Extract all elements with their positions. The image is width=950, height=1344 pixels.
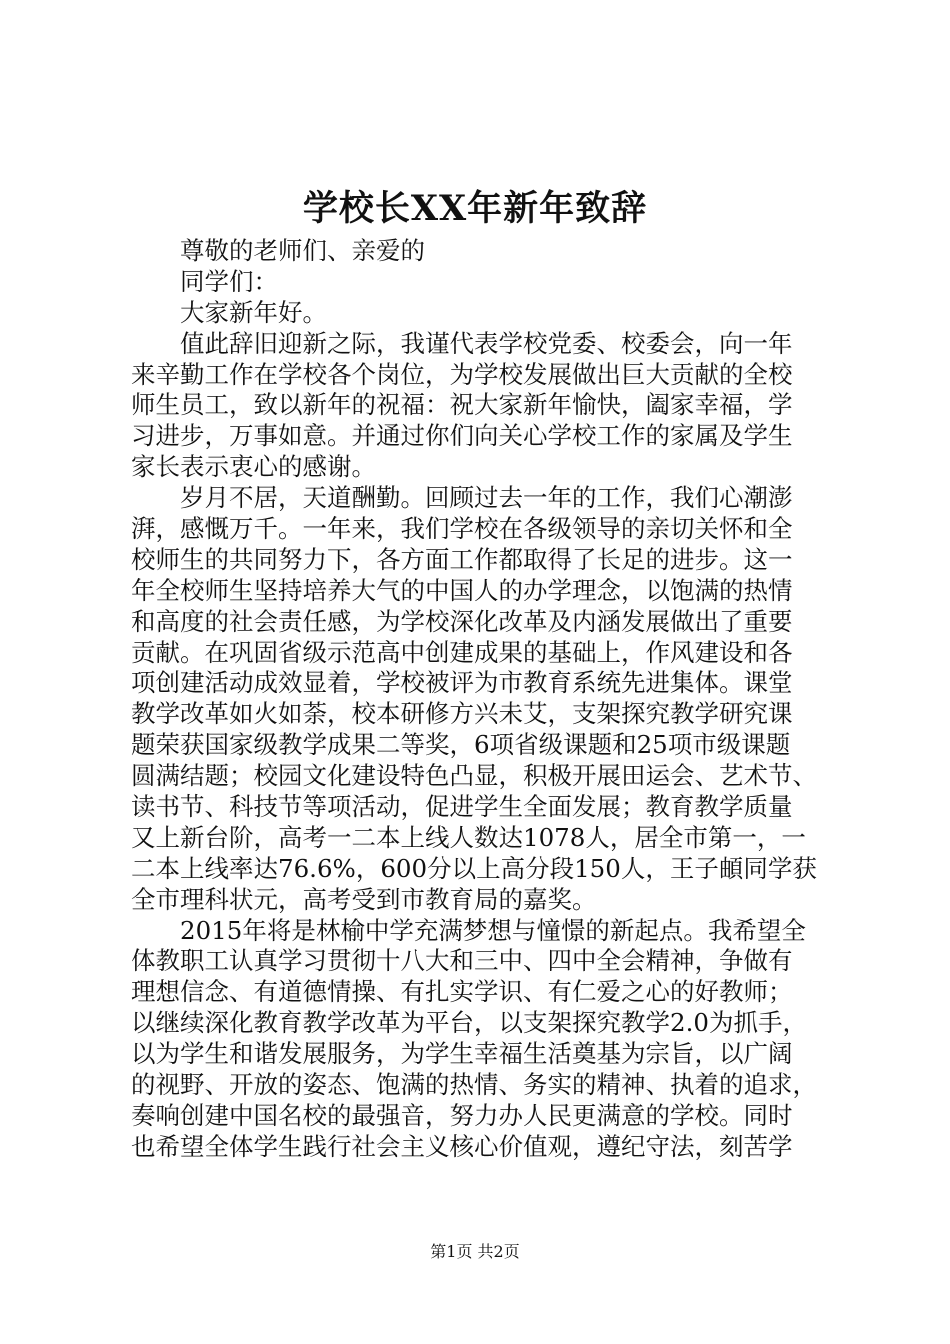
- body-line: 项创建活动成效显着，学校被评为市教育系统先进集体。课堂: [131, 668, 793, 698]
- body-line: 校师生的共同努力下，各方面工作都取得了长足的进步。这一: [131, 544, 793, 574]
- body-line: 以为学生和谐发展服务，为学生幸福生活奠基为宗旨，以广阔: [131, 1039, 793, 1069]
- body-line: 和高度的社会责任感，为学校深化改革及内涵发展做出了重要: [131, 606, 793, 636]
- body-line: 又上新台阶，高考一二本上线人数达1078人，居全市第一，一: [131, 822, 806, 852]
- body-line: 理想信念、有道德情操、有扎实学识、有仁爱之心的好教师；: [131, 977, 793, 1007]
- body-line: 的视野、开放的姿态、饱满的热情、务实的精神、执着的追求，: [131, 1070, 817, 1100]
- body-line: 圆满结题；校园文化建设特色凸显，积极开展田运会、艺术节、: [131, 761, 817, 791]
- body-line: 岁月不居，天道酬勤。回顾过去一年的工作，我们心潮澎: [180, 483, 793, 513]
- body-line: 大家新年好。: [180, 297, 327, 327]
- document-title: 学校长XX年新年致辞: [302, 188, 648, 229]
- body-line: 2015年将是林榆中学充满梦想与憧憬的新起点。我希望全: [180, 915, 806, 945]
- body-line: 教学改革如火如荼，校本研修方兴未艾，支架探究教学研究课: [131, 699, 793, 729]
- body-line: 也希望全体学生践行社会主义核心价值观，遵纪守法，刻苦学: [131, 1131, 793, 1161]
- body-line: 家长表示衷心的感谢。: [131, 452, 376, 482]
- body-line: 师生员工，致以新年的祝福：祝大家新年愉快，阖家幸福，学: [131, 390, 793, 420]
- body-line: 贡献。在巩固省级示范高中创建成果的基础上，作风建设和各: [131, 637, 793, 667]
- body-line: 习进步，万事如意。并通过你们向关心学校工作的家属及学生: [131, 421, 793, 451]
- body-line: 年全校师生坚持培养大气的中国人的办学理念，以饱满的热情: [131, 575, 793, 605]
- document-body: [131, 236, 831, 1163]
- body-line: 来辛勤工作在学校各个岗位，为学校发展做出巨大贡献的全校: [131, 359, 793, 389]
- body-line: 读书节、科技节等项活动，促进学生全面发展；教育教学质量: [131, 792, 793, 822]
- body-line: 同学们：: [180, 266, 278, 296]
- body-line: 以继续深化教育教学改革为平台，以支架探究教学2.0为抓手，: [131, 1008, 807, 1038]
- body-line: 体教职工认真学习贯彻十八大和三中、四中全会精神，争做有: [131, 946, 793, 976]
- body-line: 二本上线率达76.6%，600分以上高分段150人，王子頔同学获: [131, 853, 817, 883]
- body-line: 湃，感慨万千。一年来，我们学校在各级领导的亲切关怀和全: [131, 514, 793, 544]
- body-line: 值此辞旧迎新之际，我谨代表学校党委、校委会，向一年: [180, 328, 793, 358]
- body-line: 全市理科状元，高考受到市教育局的嘉奖。: [131, 884, 597, 914]
- body-line: 题荣获国家级教学成果二等奖，6项省级课题和25项市级课题: [131, 730, 791, 760]
- body-line: 尊敬的老师们、亲爱的: [180, 236, 425, 265]
- page-footer: 第1页 共2页: [430, 1242, 520, 1261]
- body-line: 奏响创建中国名校的最强音，努力办人民更满意的学校。同时: [131, 1100, 793, 1130]
